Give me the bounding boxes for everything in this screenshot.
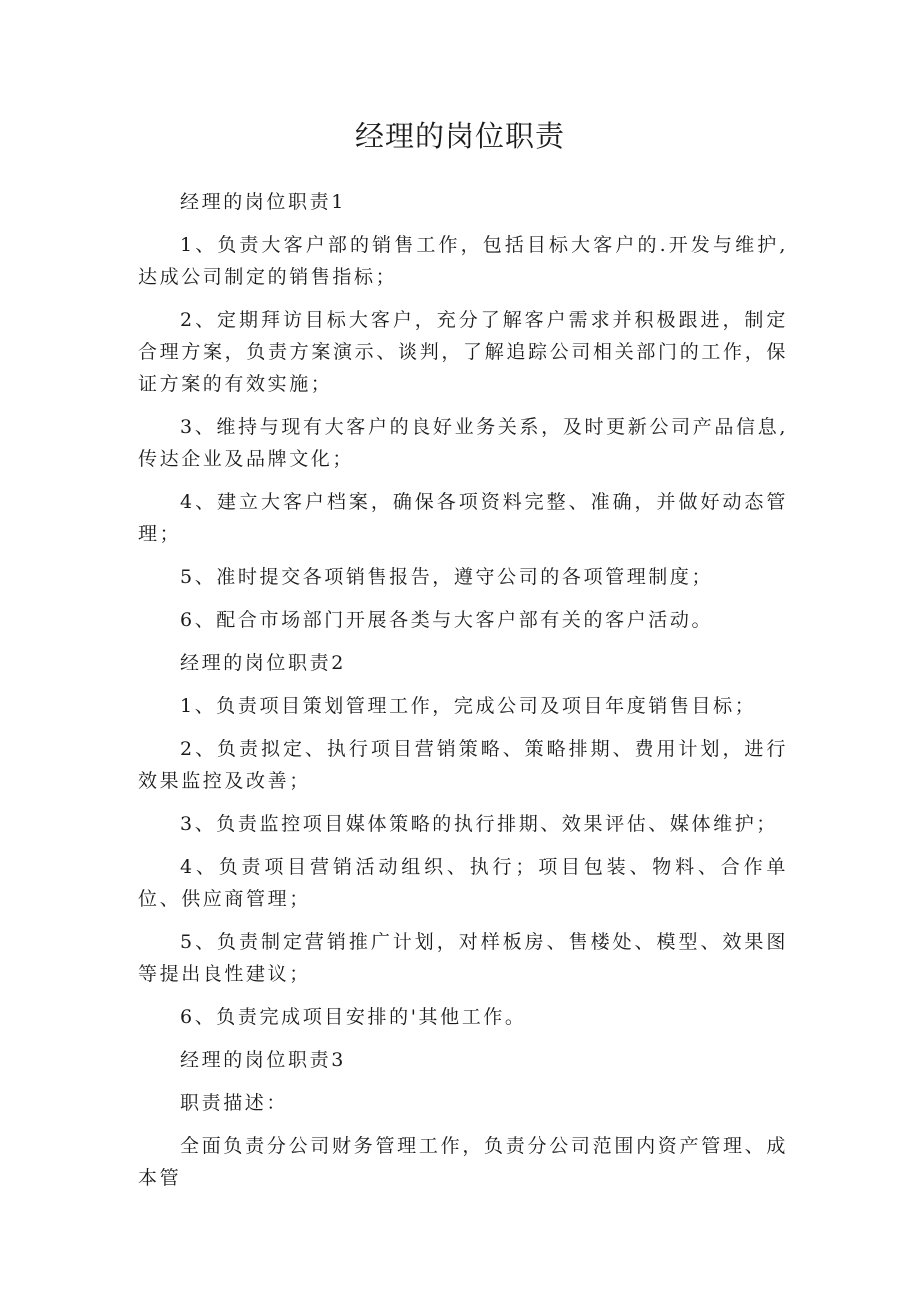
paragraph: 5、负责制定营销推广计划，对样板房、售楼处、模型、效果图等提出良性建议； [138, 931, 788, 985]
paragraph: 1、负责项目策划管理工作，完成公司及项目年度销售目标； [180, 695, 757, 717]
section-heading-1: 经理的岗位职责1 [180, 191, 346, 213]
paragraph: 职责描述： [180, 1092, 289, 1114]
paragraph: 6、负责完成项目安排的'其他工作。 [180, 1006, 527, 1028]
paragraph: 6、配合市场部门开展各类与大客户部有关的客户活动。 [180, 609, 714, 631]
paragraph: 3、维持与现有大客户的良好业务关系，及时更新公司产品信息,传达企业及品牌文化； [138, 416, 788, 470]
section-heading-3: 经理的岗位职责3 [180, 1049, 346, 1071]
document-body [138, 186, 788, 1205]
paragraph: 3、负责监控项目媒体策略的执行排期、效果评估、媒体维护； [180, 813, 778, 835]
paragraph: 2、定期拜访目标大客户，充分了解客户需求并积极跟进，制定合理方案，负责方案演示、谈判，了解追踪公司相关部门的工作，保证方案的有效实施； [138, 309, 788, 395]
paragraph: 4、建立大客户档案，确保各项资料完整、准确，并做好动态管理； [138, 491, 788, 545]
paragraph: 4、负责项目营销活动组织、执行；项目包装、物料、合作单位、供应商管理； [138, 856, 788, 910]
paragraph: 全面负责分公司财务管理工作，负责分公司范围内资产管理、成本管 [138, 1135, 788, 1189]
paragraph: 5、准时提交各项销售报告，遵守公司的各项管理制度； [180, 566, 714, 588]
section-heading-2: 经理的岗位职责2 [180, 652, 346, 674]
paragraph: 1、负责大客户部的销售工作，包括目标大客户的.开发与维护,达成公司制定的销售指标； [138, 234, 788, 288]
document-title: 经理的岗位职责 [354, 119, 565, 153]
paragraph: 2、负责拟定、执行项目营销策略、策略排期、费用计划，进行效果监控及改善； [138, 738, 788, 792]
